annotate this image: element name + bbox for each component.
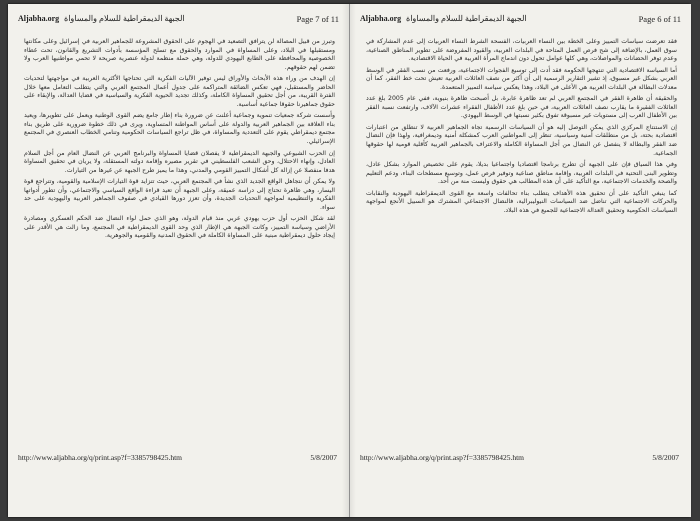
page-6 [349,4,691,517]
paragraph: ولا يمكن أن نتجاهل الواقع الجديد الذي نشأ في المجتمع العربي، حيث تتزايد قوة التيارات الإسلامية والقومية، وتتراجع قوة اليسار، وهي ظاهرة تحتاج إلى دراسة عميقة، وعلى الجبهة أن تعيد قراءة الواقع السياسي والاجتماعي، وأن تطور أدواتها الفكرية والتنظيمية لمواجهة التحديات الجديدة، وأن تعزز دورها القيادي في صفوف الجماهير العربية واليهودية على حد سواء. [24,178,335,211]
footer-url: http://www.aljabha.org/q/print.asp?f=3385798425.htm [18,453,183,462]
page-header [18,14,339,32]
paragraph: إن الحزب الشيوعي والجبهة الديمقراطية لا يفصلان قضايا المساواة والبرنامج العربي عن النضال العام من أجل السلام العادل، وإنهاء الاحتلال، وحق الشعب الفلسطيني في تقرير مصيره وإقامة دولته المستقلة، ولا يريان في تحقيق المساواة هدفا منفصلا عن إزالة كل أشكال التمييز القومي والمدني، وهذا ما يميز طرح الجبهة عن غيرها من التيارات. [24,149,335,174]
paragraph: وتبرز من قبيل المصالة لن يترافق التصعيد في الهجوم على الحقوق المشروعة للجماهير العربية في إسرائيل وعلى مكانتها ومستقبلها في البلاد، وعلى المساواة في الموارد والحقوق مع تسلح المؤسسة بأدوات التشريع والقانون، تحت غطاء الخصوصية والمحافظة على الطابع اليهودي للدولة، وهي حملة منظمة لدولة عنصرية صريحة لا تحمي مواطنيها العرب ولا تضمن لهم حقوقهم. [24,38,335,71]
paragraph: كما ينبغي التأكيد على أن تحقيق هذه الأهداف يتطلب بناء تحالفات واسعة مع القوى الديمقراطية اليهودية والنقابات والحركات الاجتماعية التي تناضل ضد السياسات النيوليبرالية، فالنضال الاجتماعي المشترك هو السبيل الأنجع لمواجهة السياسات الحكومية وتحقيق العدالة الاجتماعية للجميع في هذه البلاد. [366,189,677,214]
paragraph: وفي هذا السياق فإن على الجبهة أن تطرح برنامجا اقتصاديا واجتماعيا بديلا، يقوم على تخصيص الموارد بشكل عادل، وتطوير البنى التحتية في البلدات العربية، وإقامة مناطق صناعية وتوفير فرص عمل، وتوسيع مسطحات البناء، ودعم التعليم والصحة والخدمات الاجتماعية، مع التأكيد على أن هذه المطالب هي حقوق وليست منة من أحد. [366,161,677,186]
paragraph: إن الاستنتاج المركزي الذي يمكن التوصل إليه هو أن السياسات الرسمية تجاه الجماهير العربية لا تنطلق من اعتبارات اقتصادية بحتة، بل من منطلقات أمنية وسياسية، تنظر إلى المواطنين العرب كمشكلة أمنية وديمغرافية، ولهذا فإن النضال ضد الفقر والبطالة لا ينفصل عن النضال من أجل المساواة الكاملة والاعتراف بالجماهير العربية كأقلية قومية لها حقوقها الجماعية. [366,123,677,157]
page-7 [8,4,349,517]
site-arabic-title: الجبهة الديمقراطية للسلام والمساواة [406,14,527,23]
paragraph: وأسست شركة جمعيات تنموية وجماعية أعلنت عن ضرورة بناء إطار جامع يضم القوى الوطنية ويعمل على تطويرها، ويعيد بناء العلاقة بين الجماهير العربية والدولة على أساس المواطنة المتساوية، ويرى في ذلك خطوة ضرورية على طريق بناء مجتمع ديمقراطي يقوم على التعددية والمساواة، في ظل تراجع السياسات الحكومية وتنامي الخطاب العنصري في المجتمع الإسرائيلي. [24,112,335,146]
page-footer [18,453,337,465]
footer-date: 5/8/2007 [652,453,679,462]
paragraph: فقد تعرضت سياسات التمييز وعلى الخطة بين النساء العربيات، الفسحة الشرط النساء العربيات إلى عدم المشاركة في سوق العمل، بالإضافة إلى شح فرص العمل المتاحة في البلدات العربية، والقيود المفروضة على تطوير المناطق الصناعية، وعدم توفر الحضانات والمواصلات، وهي كلها عوامل تحول دون اندماج المرأة العربية في الحياة الاقتصادية. [366,38,677,63]
article-body [366,38,677,473]
page-number: Page 7 of 11 [296,14,339,24]
paragraph: لقد شكل الحزب أول حزب يهودي عربي منذ قيام الدولة، وهو الذي حمل لواء النضال ضد الحكم العسكري ومصادرة الأراضي وسياسة التمييز، وكانت الجبهة هي الإطار الذي وحد القوى الديمقراطية في المجتمع، وما زالت هي الأقدر على إيجاد حلول ديمقراطية مبنية على المساواة الكاملة في الحقوق المدنية والقومية والجوهرية. [24,215,335,240]
page-number: Page 6 of 11 [638,14,681,24]
paragraph: إن الهدف من وراء هذه الأبحاث والأوراق ليس توفير الآليات الفكرية التي تحتاجها الأكثرية العربية في مواجهتها لتحديات الحاضر والمستقبل، فهي تعكس الضائقة المتراكمة على جدول أعمال المجتمع العربي والتي يتطلب التعامل معها خلال الفترة القريبة، من أجل تحقيق المساواة الكاملة، وكذلك تجديد الحيوية الفكرية والسياسية في قضايا العدالة، والإبقاء على حقوق جماهيرنا حقوقا جماعية أساسية. [24,75,335,108]
footer-date: 5/8/2007 [310,453,337,462]
document-spread [8,4,690,517]
paragraph: أما السياسة الاقتصادية التي تنتهجها الحكومة فقد أدت إلى توسيع الفجوات الاجتماعية، ورفعت من نسب الفقر في الوسط العربي بشكل غير مسبوق، إذ تشير التقارير الرسمية إلى أن أكثر من نصف العائلات العربية تعيش تحت خط الفقر، كما أن معدلات البطالة في البلدات العربية هي الأعلى في البلاد، وهذا يعكس سياسة التمييز المتعمدة. [366,66,677,91]
footer-url: http://www.aljabha.org/q/print.asp?f=3385798425.htm [360,453,525,462]
site-arabic-title: الجبهة الديمقراطية للسلام والمساواة [64,14,185,23]
article-body [24,38,335,473]
paragraph: والحقيقة أن ظاهرة الفقر في المجتمع العربي لم تعد ظاهرة عابرة، بل أصبحت ظاهرة بنيوية، ففي عام 2005 بلغ عدد العائلات الفقيرة ما يقارب نصف العائلات العربية، في حين بلغ عدد الأطفال الفقراء عشرات الآلاف، وارتفعت نسبة الفقر بين الأطفال العرب إلى مستويات غير مسبوقة تفوق بكثير نسبتها في الوسط اليهودي. [366,95,677,120]
site-name: Aljabha.org [18,14,60,23]
page-footer [360,453,679,465]
site-name: Aljabha.org [360,14,402,23]
page-header [360,14,681,32]
